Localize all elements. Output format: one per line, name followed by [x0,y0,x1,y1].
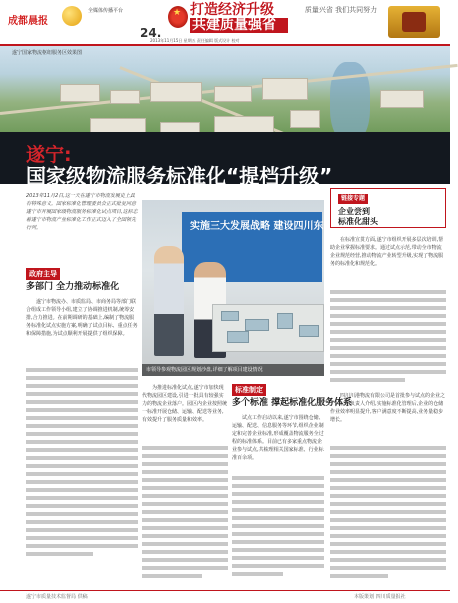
body-text-lines [330,290,446,386]
body-text-lines [330,446,446,582]
main-body-col2 [142,384,228,440]
slogan [190,3,288,35]
logo-text: 成都晨报 [8,16,48,27]
col3-text: 在标准宣贯方面,遂宁市组织开展多层次培训,帮助企业掌握标准要求。通过试点示范,带动全市物流企业规范经营,推动物流产业转型升级,实现了物流服务的标准化和规范化。 [330,237,444,267]
building-block [214,86,252,102]
footer-right: 本版策划 四川质量报社 [354,594,406,600]
page-footer [0,590,450,603]
hero-caption: 遂宁国家物流枢纽服务区效果图 [12,50,83,56]
issue-meta: 2013年11月15日 星期五 责任编辑 版式设计 校对 [150,38,240,43]
building-block [60,84,100,102]
section1-head: 多部门 全力推动标准化 [26,282,120,292]
sidebar-tag: 链接专题 [338,194,368,204]
slogan-line2: 共建质量强省 [190,18,288,33]
person-figure [154,246,184,356]
logo-subtitle: 全媒体传播平台 [88,8,124,14]
building-block [290,110,320,128]
building-block [150,82,202,102]
sidebar-body [330,392,446,440]
board-text: 实施三大发展战略 建设四川东部地区 [190,221,354,232]
building-block [110,90,140,104]
sand-table-model [212,304,324,352]
headline-main: 国家级物流服务标准化“提档升级” [26,164,333,188]
main-body-col3 [330,236,446,284]
footer-left: 遂宁市质量技术监督局 供稿 [26,594,88,600]
section1-tag: 政府主导 [26,268,60,280]
section1-text: 遂宁市物流办、市质监局、市商务局等部门联合组成工作领导小组,建立了协调推进机制,统筹安排,合力推进。在前期调研的基础上,编制了物流服务标准化试点实施方案,明确了试点目标、重点任务和保障措施,为试点顺利开展提供了组织保障。 [26,299,138,337]
headline-place: 遂宁: [26,144,72,166]
quality-emblem-icon [168,6,188,28]
section2-tag: 标准制定 [232,384,266,396]
col2-text: 为推进标准化试点,遂宁市加快现代物流园区建设,引进一批具有较强实力的物流企业落户。园区内企业按照统一标准开展仓储、运输、配送等业务,有效提升了服务质量和效率。 [142,385,228,423]
seal-icon [388,6,440,38]
lead-text: 2013年11月2日,这一天在遂宁市物流发展史上具有特殊意义。国家标准化管理委员会正式批复同意遂宁市开展国家级物流服务标准化试点项目,这标志着遂宁市物流产业标准化工作正式迈入了全国领先行列。 [26,193,138,231]
sidebar-head-line2: 标准化甜头 [338,217,378,226]
page-number: 24. [140,26,162,40]
body-text-lines [142,446,228,582]
section2-body [232,414,324,470]
section2-text: 试点工作启动以来,遂宁市围绕仓储、运输、配送、信息服务等环节,组织企业制定和完善企业标准,形成覆盖物流服务全过程的标准体系。目前已有多家重点物流企业参与试点,共梳理相关国家标准、行业标准百余项。 [232,415,324,461]
lead-paragraph [26,192,138,232]
section1-body [26,298,138,362]
building-block [380,90,424,108]
masthead-right [300,6,382,46]
section2-head: 多个标准 撑起标准化服务体系 [232,398,353,408]
masthead-right-text: 质量兴省 我们共同努力 [304,6,378,14]
body-text-lines [26,368,138,560]
sidebar-text: 四川川港物流有限公司是首批参与试点的企业之一。公司负责人介绍,实施标准化管理后,企业的仓储作业效率明显提升,客户满意度不断提高,业务量稳步增长。 [330,393,446,423]
photo-caption: 市领导参观物流园区规划沙盘,详细了解项目建设情况 [142,364,324,376]
building-block [262,78,308,100]
sidebar-head-line1: 企业尝到 [338,207,370,216]
body-text-lines [232,476,324,580]
logo-sun-icon [62,6,82,26]
slogan-line1: 打造经济升级 [190,2,274,18]
